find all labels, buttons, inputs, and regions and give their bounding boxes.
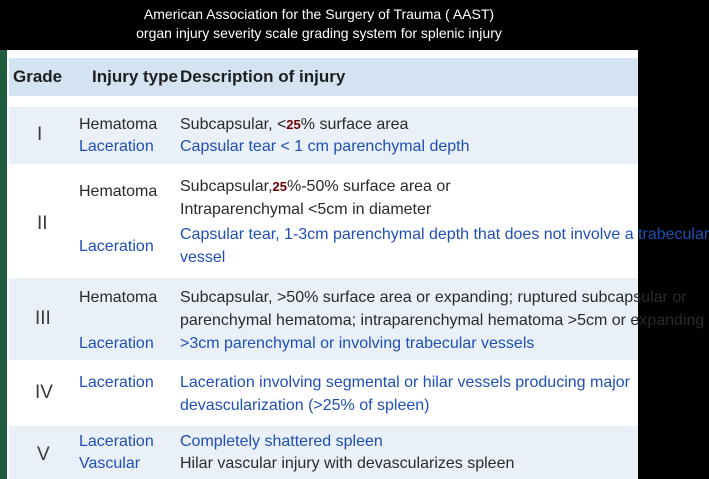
column-header-injury-type: Injury type <box>92 67 178 86</box>
slide-title <box>0 0 638 50</box>
description-hematoma: Subcapsular, <25% surface area <box>180 116 409 133</box>
description-hematoma-line2: parenchymal hematoma; intraparenchymal hematoma >5cm or expanding <box>180 312 705 329</box>
grade-label: I <box>37 124 43 145</box>
slide-title-line2: organ injury severity scale grading system for splenic injury <box>136 25 502 41</box>
table-row-grade-2 <box>9 168 709 274</box>
description-laceration: Laceration involving segmental or hilar vessels producing major <box>180 374 631 391</box>
left-accent-stripe <box>0 50 7 479</box>
column-header-description: Description of injury <box>180 67 346 86</box>
description-laceration-line2: devascularization (>25% of spleen) <box>180 397 430 414</box>
injury-type-laceration: Laceration <box>79 138 154 155</box>
injury-type-laceration: Laceration <box>79 238 154 255</box>
highlighted-value: 25 <box>272 179 287 194</box>
grading-table <box>7 50 709 479</box>
grade-label: IV <box>35 382 53 403</box>
description-laceration: >3cm parenchymal or involving trabecular vessels <box>180 335 535 352</box>
slide-title-line1: American Association for the Surgery of Trauma ( AAST) <box>143 6 495 22</box>
description-laceration: Completely shattered spleen <box>180 433 383 450</box>
injury-type-vascular: Vascular <box>79 455 141 472</box>
grade-label: III <box>35 308 51 329</box>
table-row-grade-4 <box>9 364 638 422</box>
grade-label: II <box>37 213 48 234</box>
description-laceration: Capsular tear < 1 cm parenchymal depth <box>180 138 470 155</box>
column-header-grade: Grade <box>13 67 63 86</box>
injury-type-laceration: Laceration <box>79 433 154 450</box>
table-row-grade-3 <box>9 278 705 360</box>
description-laceration-line2: vessel <box>180 249 226 266</box>
description-laceration: Capsular tear, 1-3cm parenchymal depth that does not involve a trabecular <box>180 226 709 243</box>
table-header <box>9 58 638 96</box>
injury-type-hematoma: Hematoma <box>79 183 158 200</box>
injury-type-hematoma: Hematoma <box>79 289 158 306</box>
description-hematoma: Subcapsular,25%-50% surface area or <box>180 178 451 195</box>
table-row-grade-1 <box>9 107 638 164</box>
description-hematoma-line2: Intraparenchymal <5cm in diameter <box>180 201 432 218</box>
injury-type-laceration: Laceration <box>79 335 154 352</box>
highlighted-value: 25 <box>286 117 301 132</box>
description-hematoma: Subcapsular, >50% surface area or expanding; ruptured subcapsular or <box>180 289 687 306</box>
grade-label: V <box>37 444 50 465</box>
table-row-grade-5 <box>9 426 638 479</box>
injury-type-laceration: Laceration <box>79 374 154 391</box>
injury-type-hematoma: Hematoma <box>79 116 158 133</box>
description-vascular: Hilar vascular injury with devascularizes spleen <box>180 455 515 472</box>
